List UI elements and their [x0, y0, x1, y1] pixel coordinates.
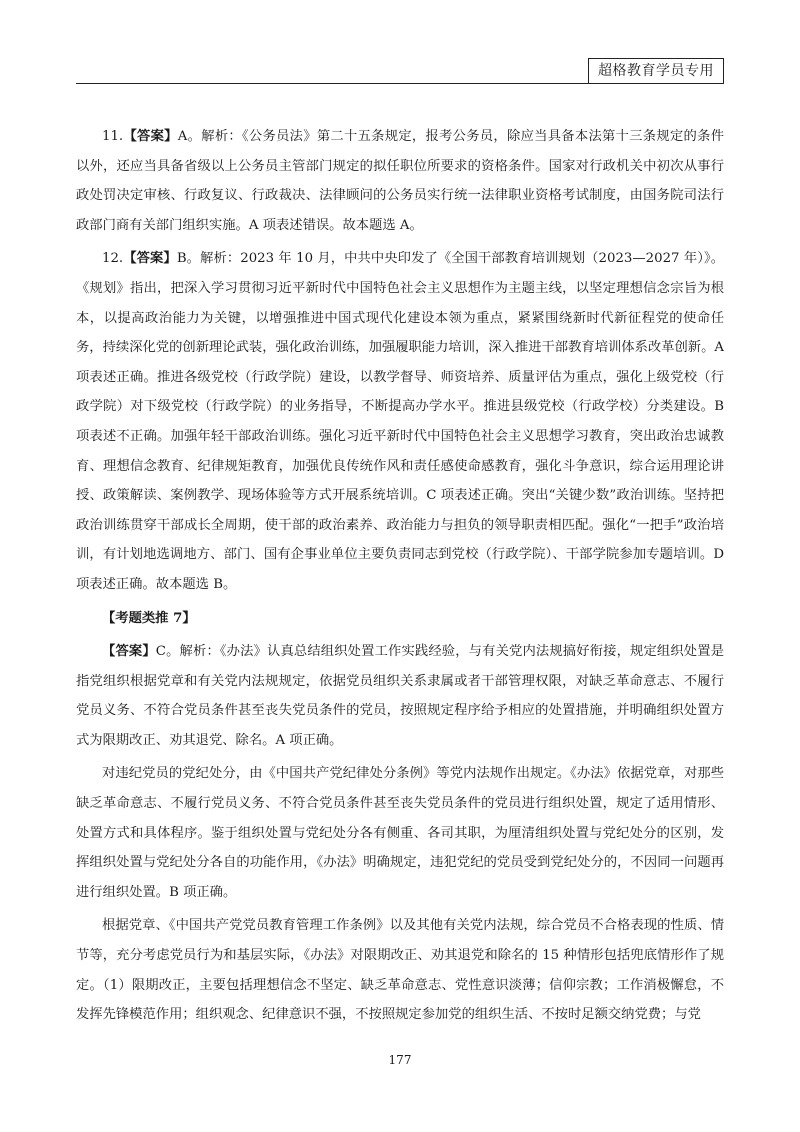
answer-tag: 【答案】 — [102, 644, 156, 660]
document-body — [76, 122, 724, 1030]
paragraph-q12 — [76, 244, 724, 599]
paragraph-option-c — [76, 911, 724, 1029]
paragraph-text: B。解析：2023 年 10 月，中共中央印发了《全国干部教育培训规划（2023—2027 年）》。《规划》指出，把深入学习贯彻习近平新时代中国特色社会主义思想作为主题主线，以坚定理想信念宗旨为根本，以提高政治能力为关键，以增强推进中国式现代化建设本领为重点，紧紧围绕新时代新征程党的使命任务，持续深化党的创新理论武装，强化政治训练，加强履职能力培训，深入推进干部教育培训体系改革创新。A 项表述正确。推进各级党校（行政学院）建设，以教学督导、师资培养、质量评估为重点，强化上级党校（行政学院）对下级党校（行政学院）的业务指导，不断提高办学水平。推进县级党校（行政学校）分类建设。B 项表述不正确。加强年轻干部政治训练。强化习近平新时代中国特色社会主义思想学习教育，突出政治忠诚教育、理想信念教育、纪律规矩教育，加强优良传统作风和责任感使命感教育，强化斗争意识，综合运用理论讲授、政策解读、案例教学、现场体验等方式开展系统培训。C 项表述正确。突出“关键少数”政治训练。坚持把政治训练贯穿干部成长全周期，使干部的政治素养、政治能力与担负的领导职责相匹配。强化“一把手”政治培训，有计划地选调地方、部门、国有企事业单位主要负责同志到党校（行政学院）、干部学院参加专题培训。D 项表述正确。故本题选 B。 — [76, 251, 724, 592]
paragraph-text: C。解析：《办法》认真总结组织处置工作实践经验，与有关党内法规搞好衔接，规定组织处置是指党组织根据党章和有关党内法规规定，依据党员组织关系隶属或者干部管理权限，对缺乏革命意志、不履行党员义务、不符合党员条件甚至丧失党员条件的党员，按照规定程序给予相应的处置措施，并明确组织处置方式为限期改正、劝其退党、除名。A 项正确。 — [76, 644, 724, 748]
paragraph-analogy-answer — [76, 637, 724, 755]
answer-tag: 【答案】 — [123, 251, 177, 267]
header-divider — [76, 83, 724, 84]
page-number: 177 — [388, 1053, 412, 1067]
section-heading — [76, 604, 724, 634]
paragraph-option-b — [76, 759, 724, 907]
paragraph-text: 根据党章、《中国共产党党员教育管理工作条例》以及其他有关党内法规，综合党员不合格表现的性质、情节等，充分考虑党员行为和基层实际，《办法》对限期改正、劝其退党和除名的 15 种情形包括兜底情形作了规定。（1）限期改正，主要包括理想信念不坚定、缺乏革命意志、党性意识淡薄；信仰宗教；工作消极懈怠，不发挥先锋模范作用；组织观念、纪律意识不强，不按照规定参加党的组织生活、不按时足额交纳党费；与党 — [76, 918, 724, 1023]
question-number: 12. — [102, 251, 124, 267]
paragraph-text: A。解析：《公务员法》第二十五条规定，报考公务员，除应当具备本法第十三条规定的条件以外，还应当具备省级以上公务员主管部门规定的拟任职位所要求的资格条件。国家对行政机关中初次从事行政处罚决定审核、行政复议、行政裁决、法律顾问的公务员实行统一法律职业资格考试制度，由国务院司法行政部门商有关部门组织实施。A 项表述错误。故本题选 A。 — [76, 129, 725, 233]
paragraph-q11 — [76, 122, 724, 240]
question-number: 11. — [102, 129, 124, 144]
header-label: 超格教育学员专用 — [588, 58, 724, 84]
answer-tag: 【答案】 — [123, 129, 178, 144]
paragraph-text: 对违纪党员的党纪处分，由《中国共产党纪律处分条例》等党内法规作出规定。《办法》依据党章，对那些缺乏革命意志、不履行党员义务、不符合党员条件甚至丧失党员条件的党员进行组织处置，规定了适用情形、处置方式和具体程序。鉴于组织处置与党纪处分各有侧重、各司其职，为厘清组织处置与党纪处分的区别，发挥组织处置与党纪处分各自的功能作用，《办法》明确规定，违犯党纪的党员受到党纪处分的，不因同一问题再进行组织处置。B 项正确。 — [76, 766, 724, 900]
section-heading-label: 【考题类推 7】 — [102, 610, 196, 626]
